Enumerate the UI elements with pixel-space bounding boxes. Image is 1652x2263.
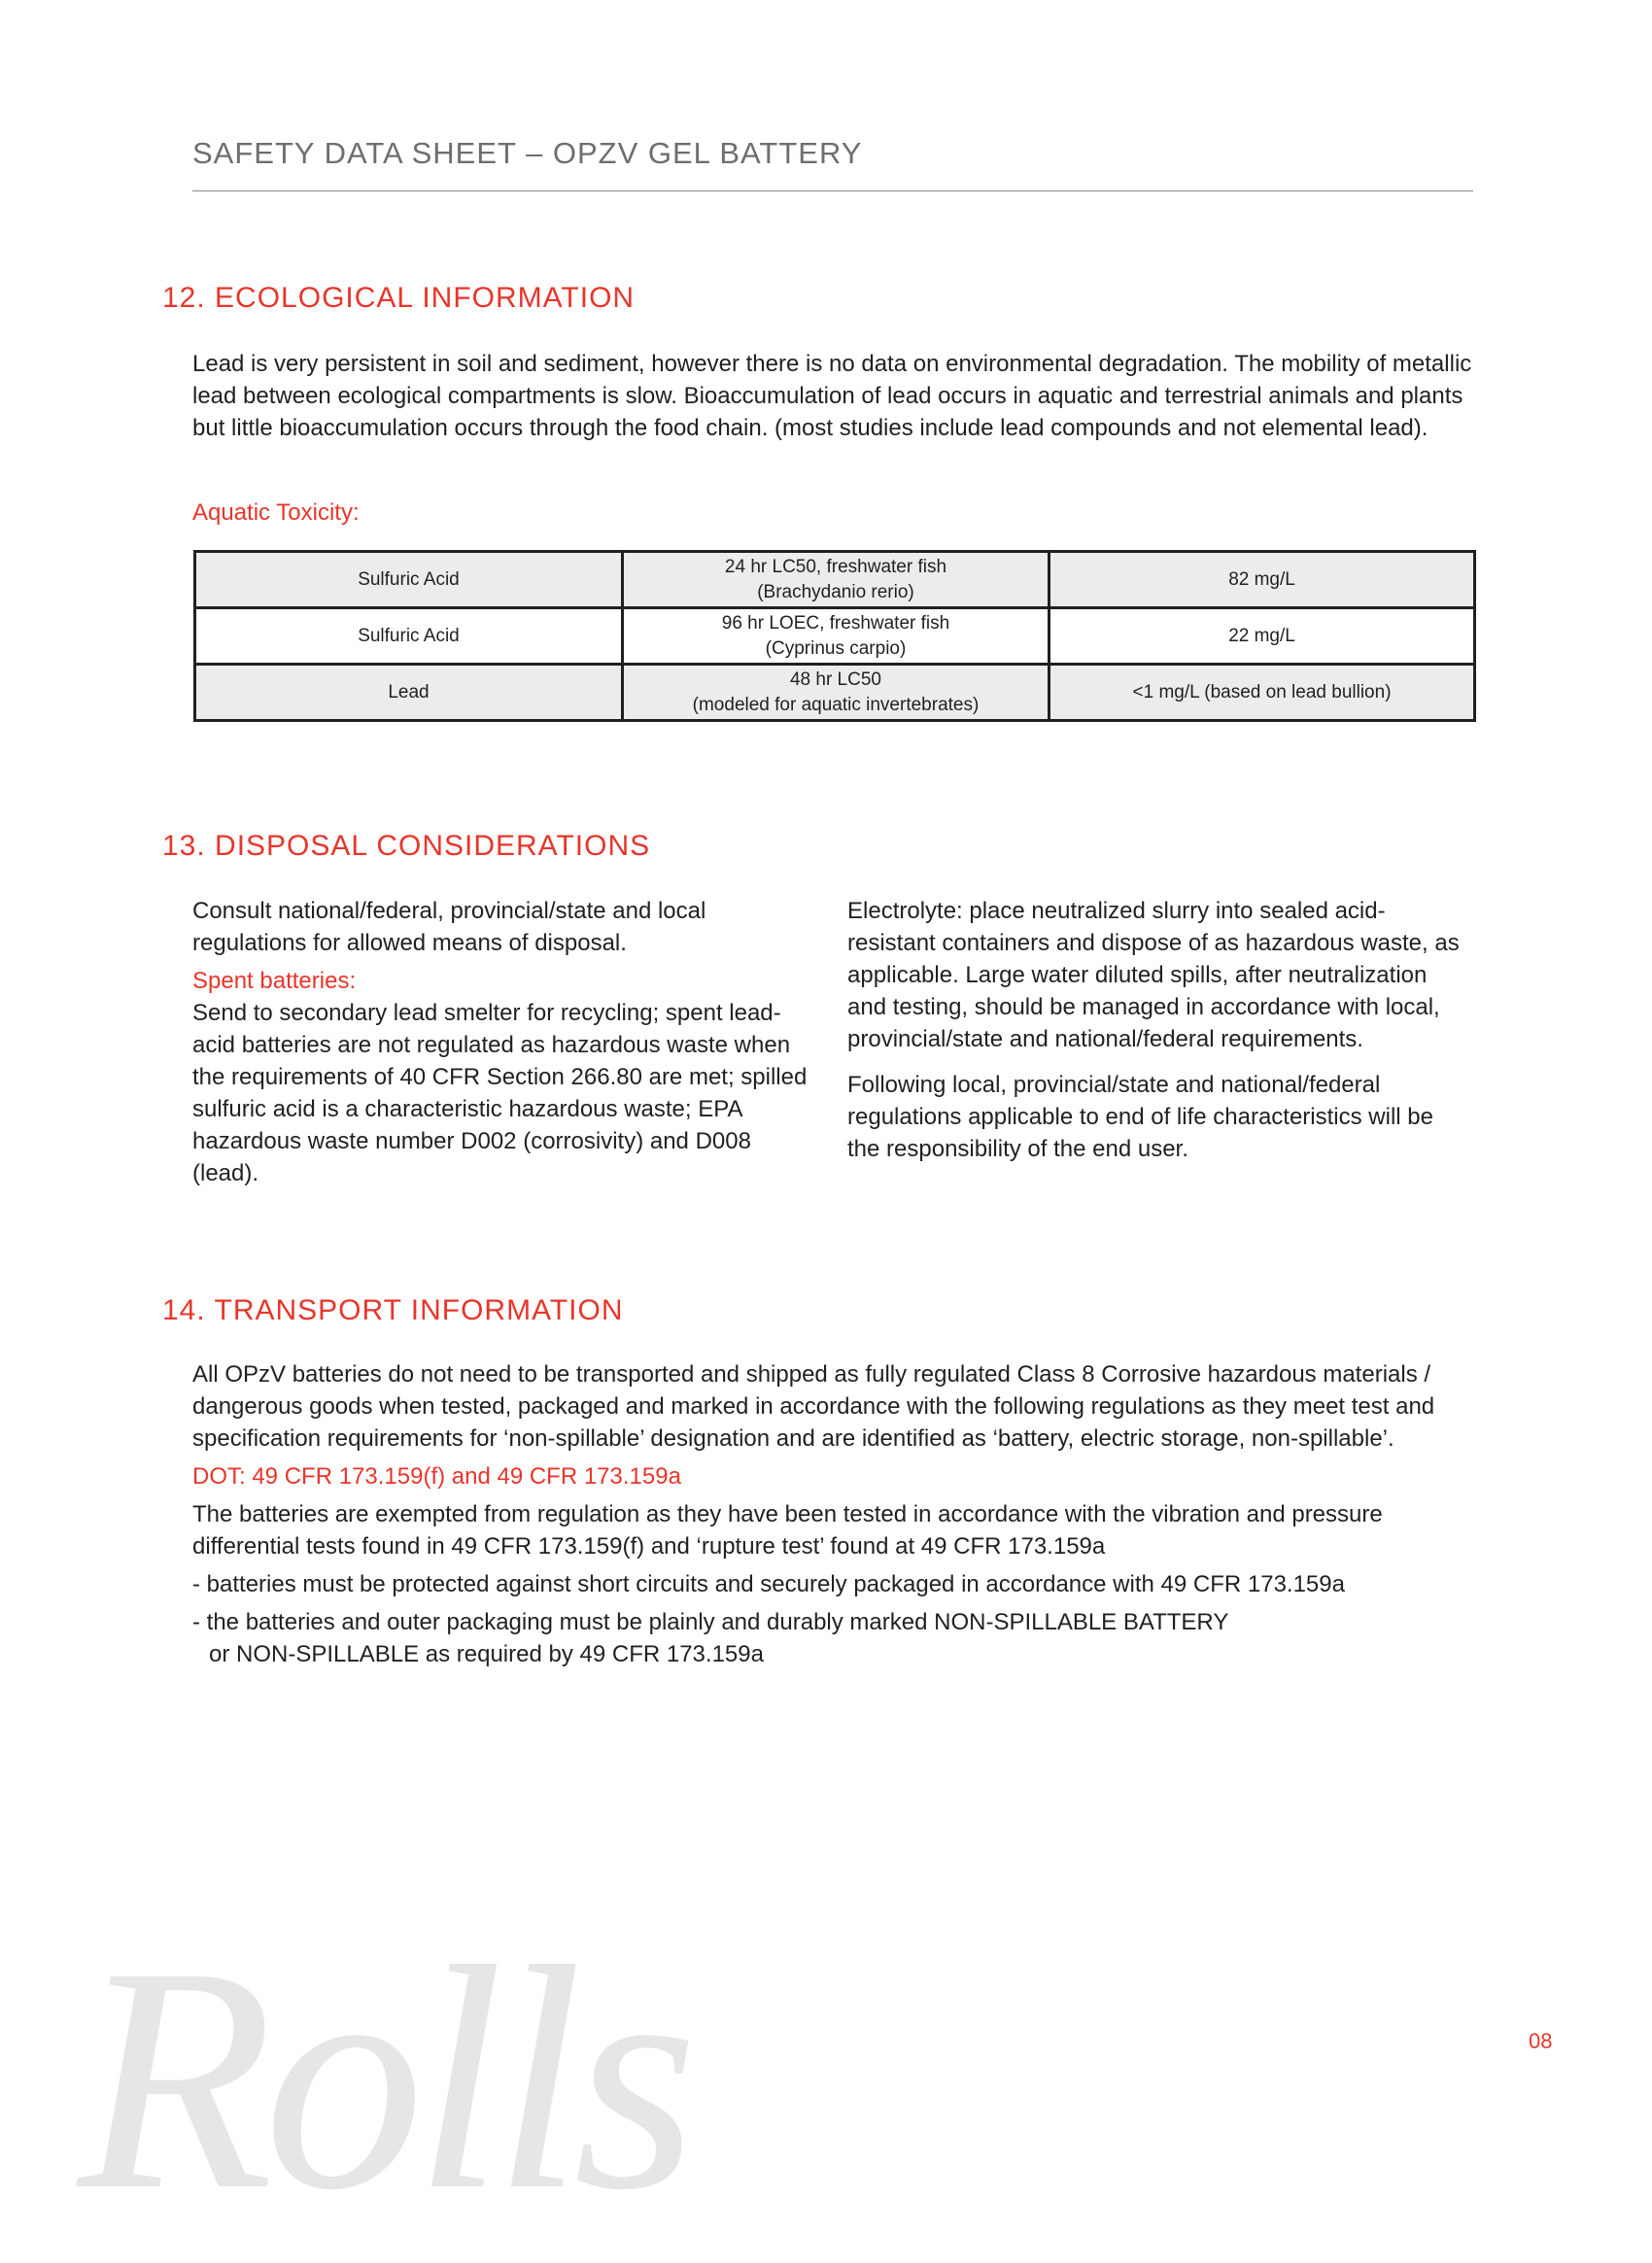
bullet-marking-continued: or NON-SPILLABLE as required by 49 CFR 173.159a [209, 1641, 764, 1667]
aquatic-toxicity-heading: Aquatic Toxicity: [192, 499, 360, 526]
test-label: 24 hr LC50, freshwater fish [724, 556, 947, 577]
test-label: 96 hr LOEC, freshwater fish [721, 612, 950, 634]
section-12-heading: 12. ECOLOGICAL INFORMATION [162, 282, 636, 314]
dot-paragraph: The batteries are exempted from regulation as they have been tested in accordance with the vibration and pressure differential tests found in 49 CFR 173.159(f) and ‘rupture test’ found at 49 CFR 173.159a [192, 1501, 1383, 1560]
disposal-right-column [847, 895, 1469, 1165]
test-detail: (Brachydanio rerio) [757, 581, 914, 602]
substance-cell: Sulfuric Acid [195, 552, 623, 608]
value-cell: <1 mg/L (based on lead bullion) [1050, 665, 1475, 721]
section-13-heading: 13. DISPOSAL CONSIDERATIONS [162, 830, 651, 862]
bullet-marking: - the batteries and outer packaging must be plainly and durably marked NON-SPILLABLE BATTERY [192, 1609, 1229, 1635]
electrolyte-paragraph: Electrolyte: place neutralized slurry into sealed acid-resistant containers and dispose of as hazardous waste, as applicable. Large water diluted spills, after neutralization and testing, should be managed in accordance with local, provincial/state and national/federal requirements. [847, 898, 1460, 1052]
bullet-short-circuits: - batteries must be protected against short circuits and securely packaged in accordance with 49 CFR 173.159a [192, 1571, 1345, 1597]
table-row [195, 608, 1475, 665]
test-label: 48 hr LC50 [789, 669, 881, 690]
substance-cell: Lead [195, 665, 623, 721]
disposal-left-column [192, 895, 814, 1189]
spent-batteries-heading: Spent batteries: [192, 968, 357, 994]
test-cell [622, 665, 1049, 721]
page-number: 08 [1529, 2029, 1553, 2053]
end-of-life-paragraph: Following local, provincial/state and national/federal regulations applicable to end of life characteristics will be the responsibility of the end user. [847, 1072, 1433, 1162]
ecological-paragraph: Lead is very persistent in soil and sediment, however there is no data on environmental degradation. The mobility of metallic lead between ecological compartments is slow. Bioaccumulation of lead occurs in aquatic and terrestrial animals and plants but little bioaccumulation occurs through the food chain. (most studies include lead compounds and not elemental lead). [192, 351, 1472, 441]
rolls-watermark-logo: Rolls [78, 1902, 689, 2256]
spent-batteries-paragraph: Send to secondary lead smelter for recycling; spent lead-acid batteries are not regulated as hazardous waste when the requirements of 40 CFR Section 266.80 are met; spilled sulfuric acid is a characteristic hazardous waste; EPA hazardous waste number D002 (corrosivity) and D008 (lead). [192, 1000, 808, 1186]
header-divider [192, 190, 1473, 191]
test-cell [622, 552, 1049, 608]
disposal-intro: Consult national/federal, provincial/state and local regulations for allowed means of disposal. [192, 898, 706, 956]
test-detail: (Cyprinus carpio) [765, 637, 907, 659]
value-cell: 22 mg/L [1050, 608, 1475, 665]
table-row [195, 665, 1475, 721]
aquatic-toxicity-table [193, 550, 1476, 722]
transport-paragraph: All OPzV batteries do not need to be transported and shipped as fully regulated Class 8 Corrosive hazardous materials / dangerous goods when tested, packaged and marked in accordance with the following regulations as they meet test and specification requirements for ‘non-spillable’ designation and are identified as ‘battery, electric storage, non-spillable’. [192, 1361, 1435, 1452]
value-cell: 82 mg/L [1050, 552, 1475, 608]
document-header: SAFETY DATA SHEET – OPZV GEL BATTERY [192, 136, 863, 170]
transport-body [192, 1358, 1475, 1670]
test-detail: (modeled for aquatic invertebrates) [692, 694, 980, 715]
section-14-heading: 14. TRANSPORT INFORMATION [162, 1294, 624, 1326]
dot-heading: DOT: 49 CFR 173.159(f) and 49 CFR 173.159a [192, 1463, 681, 1490]
table-row [195, 552, 1475, 608]
test-cell [622, 608, 1049, 665]
substance-cell: Sulfuric Acid [195, 608, 623, 665]
